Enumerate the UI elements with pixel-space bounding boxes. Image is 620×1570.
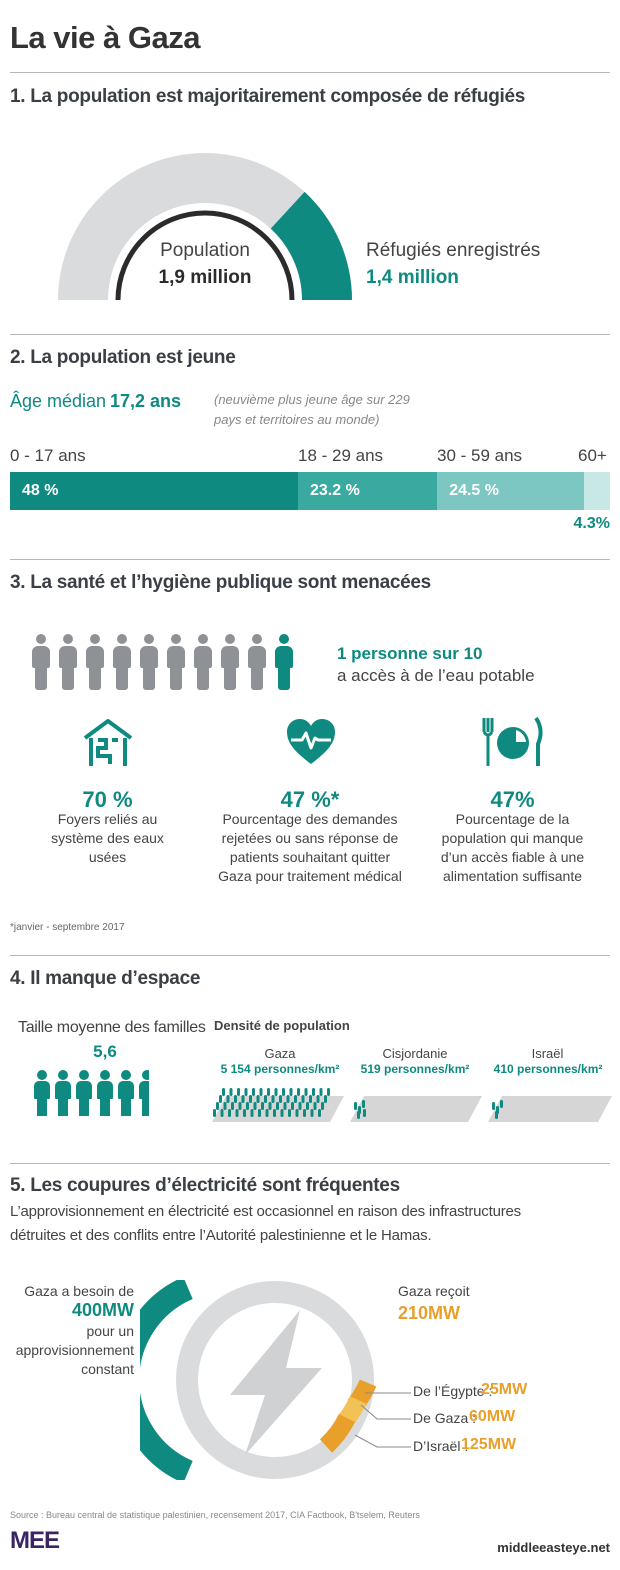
family-person-icon	[55, 1070, 71, 1116]
israel-person-mark	[492, 1102, 495, 1110]
mee-logo: MEE	[10, 1527, 60, 1554]
data-label: 23.2 %	[310, 482, 360, 499]
electricity-intro: L’approvisionnement en électricité est occasionnel en raison des infrastructures détruites et des conflits entre l’Autorité palestinienne et le Hamas.	[10, 1203, 521, 1244]
tick-label: 18 - 29 ans	[298, 446, 384, 465]
gaza-person-mark	[221, 1109, 224, 1117]
family-size-value: 5,6	[93, 1042, 117, 1061]
gaza-person-mark	[309, 1095, 312, 1103]
israel-person-mark	[500, 1100, 503, 1108]
westbank-person-mark	[363, 1109, 366, 1117]
tick-label: 0 - 17 ans	[10, 446, 86, 465]
gaza-person-mark	[242, 1095, 245, 1103]
gaza-person-mark	[237, 1088, 240, 1096]
tick-label: 60+	[578, 446, 607, 465]
person-icon	[194, 634, 212, 690]
gaza-person-mark	[302, 1095, 305, 1103]
age-bar-segment	[298, 472, 437, 510]
divider	[10, 559, 610, 560]
gaza-person-mark	[231, 1102, 234, 1110]
page-title: La vie à Gaza	[10, 20, 200, 55]
gaza-person-mark	[296, 1109, 299, 1117]
gaza-person-mark	[261, 1102, 264, 1110]
water-access-people	[32, 634, 302, 695]
population-value: 1,9 million	[158, 267, 252, 288]
need-value: 400MW	[71, 1300, 134, 1320]
source-israel-value: 125MW	[461, 1436, 517, 1453]
water-access-text: a accès à de l’eau potable	[337, 666, 535, 685]
divider	[10, 72, 610, 73]
house-plumbing-icon	[82, 718, 134, 768]
person-icon	[140, 634, 158, 690]
gaza-person-mark	[230, 1088, 233, 1096]
gaza-person-mark	[257, 1095, 260, 1103]
gaza-person-mark	[222, 1088, 225, 1096]
density-westbank-name: Cisjordanie	[382, 1046, 448, 1061]
gaza-person-mark	[276, 1102, 279, 1110]
westbank-person-mark	[362, 1100, 365, 1108]
heart-pulse-icon	[285, 718, 337, 766]
family-person-icon	[118, 1070, 134, 1116]
source-gaza-label: De Gaza :	[413, 1410, 477, 1426]
sewage-value: 70 %	[82, 787, 133, 812]
gaza-person-mark	[320, 1088, 323, 1096]
density-gaza-value: 5 154 personnes/km²	[220, 1062, 340, 1076]
person-icon	[113, 634, 131, 690]
medical-value: 47 %*	[280, 787, 340, 812]
gaza-person-mark	[324, 1095, 327, 1103]
source-egypt-label: De l’Égypte :	[413, 1383, 493, 1399]
gaza-person-mark	[314, 1102, 317, 1110]
gaza-person-mark	[252, 1088, 255, 1096]
food-text: Pourcentage de la population qui manque d’un accès fiable à une alimentation suffisante	[440, 811, 585, 884]
sewage-text: Foyers reliés au système des eaux usées	[51, 811, 164, 865]
gaza-person-mark	[287, 1095, 290, 1103]
gaza-person-mark	[258, 1109, 261, 1117]
gaza-person-mark	[327, 1088, 330, 1096]
source-egypt-value: 25MW	[481, 1381, 528, 1398]
gaza-person-mark	[273, 1109, 276, 1117]
gaza-person-mark	[282, 1088, 285, 1096]
gaza-person-mark	[297, 1088, 300, 1096]
gaza-person-mark	[290, 1088, 293, 1096]
section2-heading: 2. La population est jeune	[10, 347, 236, 368]
density-israel-name: Israël	[531, 1046, 564, 1061]
water-access-bold: 1 personne sur 10	[337, 644, 483, 663]
gaza-person-mark	[267, 1088, 270, 1096]
section4-heading: 4. Il manque d’espace	[10, 968, 201, 989]
plate-cutlery-icon	[480, 716, 546, 768]
gaza-person-mark	[245, 1088, 248, 1096]
electricity-gauge	[140, 1280, 390, 1480]
tick-label: 30 - 59 ans	[437, 446, 523, 465]
gaza-person-mark	[216, 1102, 219, 1110]
site-link[interactable]: middleeasteye.net	[497, 1540, 610, 1555]
family-people	[34, 1070, 184, 1121]
gaza-person-mark	[288, 1109, 291, 1117]
gaza-person-mark	[291, 1102, 294, 1110]
refugees-value: 1,4 million	[366, 267, 459, 288]
family-person-icon	[76, 1070, 92, 1116]
receive-label: Gaza reçoit	[398, 1283, 470, 1299]
gaza-person-mark	[227, 1095, 230, 1103]
gaza-person-mark	[303, 1109, 306, 1117]
density-title: Densité de population	[214, 1018, 350, 1033]
median-age-label: Âge médian	[10, 391, 107, 411]
density-israel-value: 410 personnes/km²	[493, 1062, 603, 1076]
gaza-person-mark	[281, 1109, 284, 1117]
family-person-icon	[139, 1070, 149, 1116]
data-label: 24.5 %	[449, 482, 499, 499]
medical-text: Pourcentage des demandes rejetées ou sans réponse de patients souhaitant quitter Gaza pour traitement médical	[218, 811, 402, 884]
food-value: 47%	[490, 787, 535, 812]
person-icon	[221, 634, 239, 690]
section3-heading: 3. La santé et l’hygiène publique sont menacées	[10, 572, 431, 593]
gaza-person-mark	[219, 1095, 222, 1103]
receive-value: 210MW	[398, 1303, 461, 1323]
data-label-60plus: 4.3%	[573, 515, 610, 532]
median-age-value: 17,2 ans	[110, 391, 182, 411]
gaza-person-mark	[321, 1102, 324, 1110]
gaza-person-mark	[305, 1088, 308, 1096]
gaza-person-mark	[260, 1088, 263, 1096]
density-westbank-value: 519 personnes/km²	[360, 1062, 470, 1076]
gaza-person-mark	[234, 1095, 237, 1103]
gaza-person-mark	[236, 1109, 239, 1117]
population-label: Population	[160, 240, 250, 261]
gaza-person-mark	[299, 1102, 302, 1110]
source-note: Source : Bureau central de statistique palestinien, recensement 2017, CIA Factbook, B'tselem, Reuters	[10, 1510, 420, 1520]
source-connectors	[355, 1385, 415, 1455]
gaza-person-mark	[254, 1102, 257, 1110]
source-israel-label: D’Israël :	[413, 1438, 469, 1454]
refugees-label: Réfugiés enregistrés	[366, 240, 541, 261]
gaza-person-mark	[311, 1109, 314, 1117]
israel-person-mark	[495, 1111, 498, 1119]
person-icon	[32, 634, 50, 690]
gaza-person-mark	[266, 1109, 269, 1117]
gaza-person-mark	[213, 1109, 216, 1117]
gaza-person-mark	[251, 1109, 254, 1117]
person-icon	[275, 634, 293, 690]
age-bar-segment	[584, 472, 610, 510]
westbank-ground	[350, 1096, 482, 1122]
gaza-person-mark	[318, 1109, 321, 1117]
gaza-person-mark	[228, 1109, 231, 1117]
gaza-person-mark	[249, 1095, 252, 1103]
lightning-bolt-icon	[230, 1310, 322, 1455]
gaza-person-mark	[279, 1095, 282, 1103]
person-icon	[86, 634, 104, 690]
family-person-icon	[34, 1070, 50, 1116]
gaza-person-mark	[306, 1102, 309, 1110]
person-icon	[167, 634, 185, 690]
gaza-person-mark	[317, 1095, 320, 1103]
age-bar-segment	[437, 472, 584, 510]
gaza-person-mark	[272, 1095, 275, 1103]
need-pre-text: Gaza a besoin de	[24, 1283, 134, 1299]
gaza-person-mark	[239, 1102, 242, 1110]
density-gaza-name: Gaza	[264, 1046, 296, 1061]
gaza-person-mark	[224, 1102, 227, 1110]
westbank-person-mark	[357, 1111, 360, 1119]
family-person-icon	[97, 1070, 113, 1116]
gaza-person-mark	[275, 1088, 278, 1096]
source-gaza-value: 60MW	[469, 1408, 516, 1425]
family-size-label: Taille moyenne des familles	[18, 1019, 206, 1036]
age-bar-segment	[10, 472, 298, 510]
israel-ground	[488, 1096, 612, 1122]
gaza-person-mark	[294, 1095, 297, 1103]
footnote: *janvier - septembre 2017	[10, 922, 125, 933]
density-illustration	[212, 1080, 612, 1124]
person-icon	[59, 634, 77, 690]
westbank-person-mark	[354, 1102, 357, 1110]
gaza-person-mark	[269, 1102, 272, 1110]
section5-heading: 5. Les coupures d’électricité sont fréquentes	[10, 1175, 400, 1196]
gaza-person-mark	[264, 1095, 267, 1103]
section1-heading: 1. La population est majoritairement composée de réfugiés	[10, 86, 526, 107]
person-icon	[248, 634, 266, 690]
gaza-person-mark	[243, 1109, 246, 1117]
need-post-text: pour un approvisionnement constant	[15, 1323, 134, 1377]
median-age-note: (neuvième plus jeune âge sur 229 pays et territoires au monde)	[214, 392, 410, 427]
data-label: 48 %	[22, 482, 59, 499]
gaza-person-mark	[312, 1088, 315, 1096]
divider	[10, 1163, 610, 1164]
divider	[10, 334, 610, 335]
gaza-person-mark	[246, 1102, 249, 1110]
divider	[10, 955, 610, 956]
gaza-person-mark	[284, 1102, 287, 1110]
